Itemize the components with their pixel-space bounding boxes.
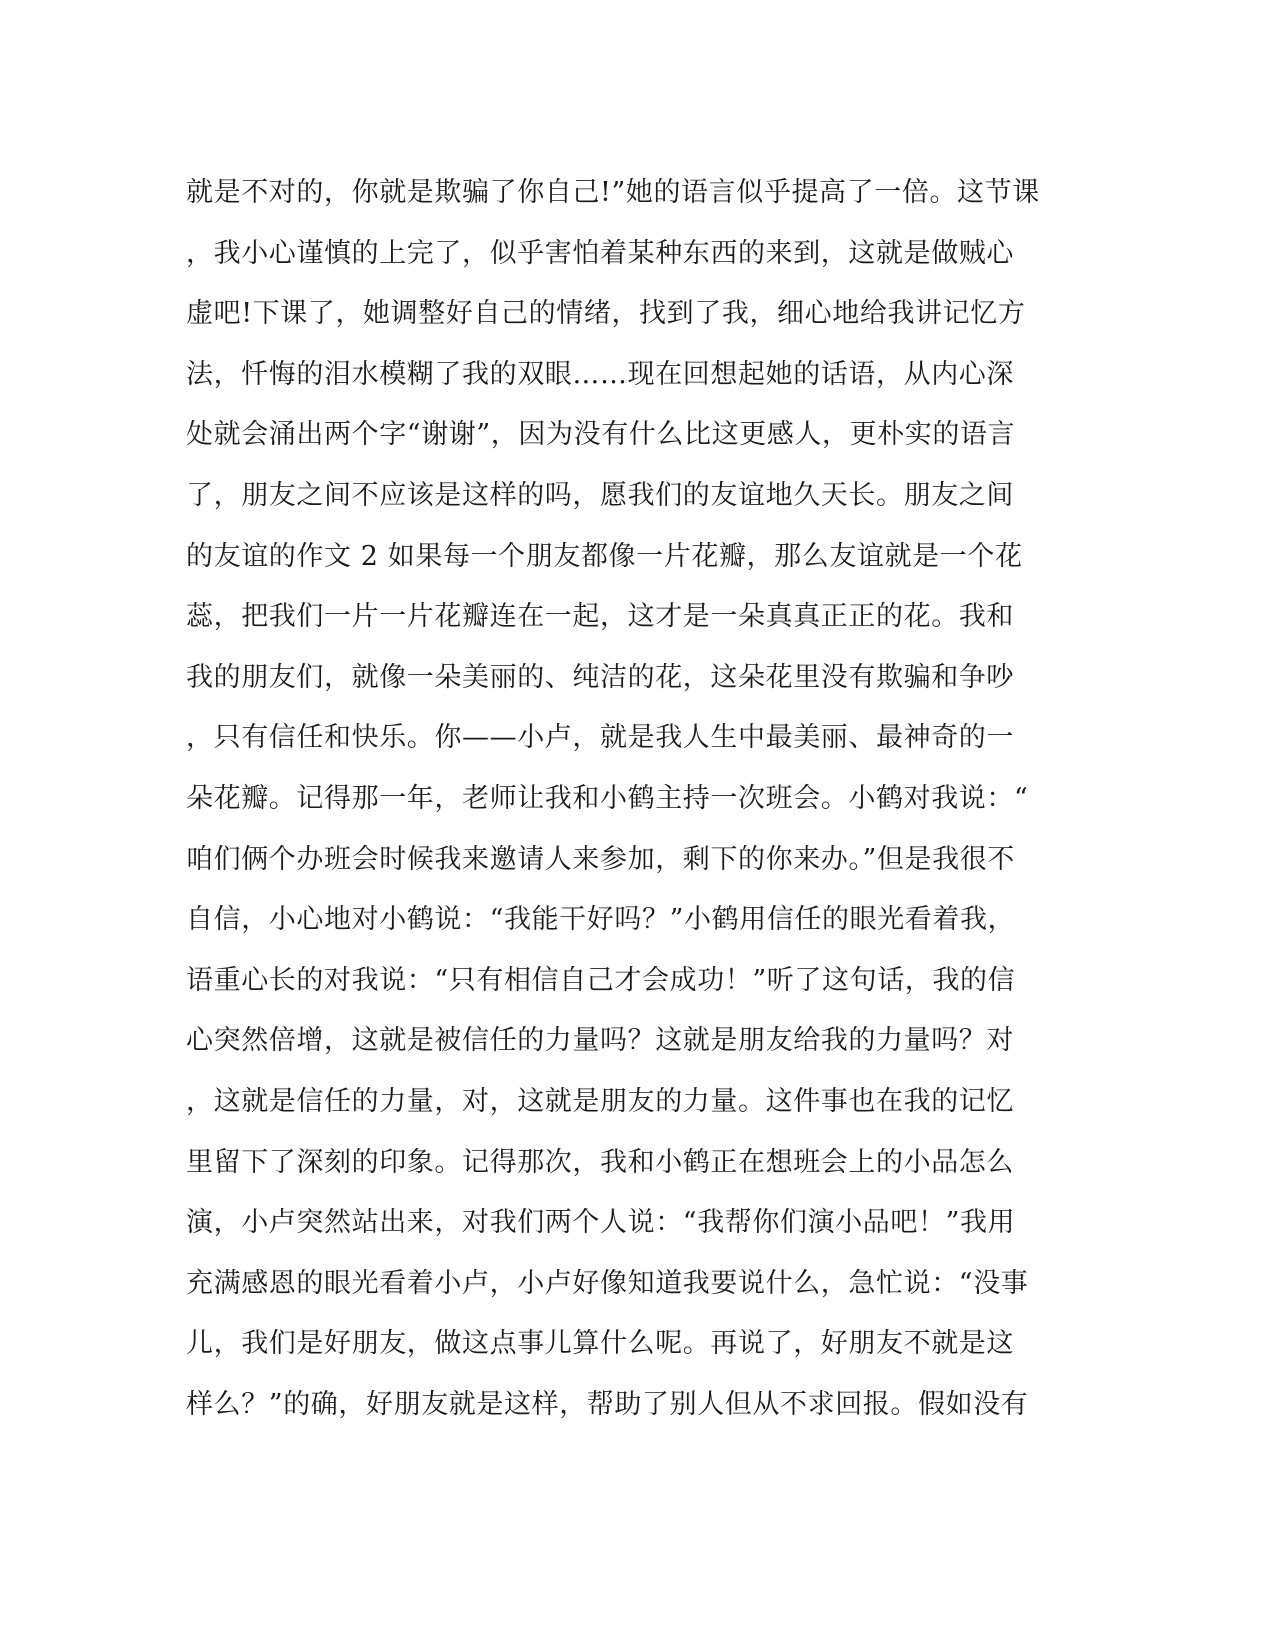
text-line: 自信，小心地对小鹤说：“我能干好吗？”小鹤用信任的眼光看着我， (186, 904, 1016, 936)
text-line: 朵花瓣。记得那一年，老师让我和小鹤主持一次班会。小鹤对我说：“ (186, 782, 1029, 814)
text-line: 语重心长的对我说：“只有相信自己才会成功！”听了这句话，我的信 (186, 964, 1016, 996)
text-line: ，这就是信任的力量，对，这就是朋友的力量。这件事也在我的记忆 (186, 1085, 1014, 1117)
text-line: 蕊，把我们一片一片花瓣连在一起，这才是一朵真真正正的花。我和 (186, 601, 1014, 633)
text-line: 就是不对的，你就是欺骗了你自己!”她的语言似乎提高了一倍。这节课 (186, 177, 1040, 208)
text-line: 心突然倍增，这就是被信任的力量吗？这就是朋友给我的力量吗？对 (186, 1025, 1014, 1057)
text-line: 里留下了深刻的印象。记得那次，我和小鹤正在想班会上的小品怎么 (186, 1146, 1014, 1178)
text-line: ，只有信任和快乐。你——小卢，就是我人生中最美丽、最神奇的一 (186, 722, 1014, 754)
text-line: ，我小心谨慎的上完了，似乎害怕着某种东西的来到，这就是做贼心 (186, 237, 1014, 269)
text-line: 演，小卢突然站出来，对我们两个人说：“我帮你们演小品吧！”我用 (186, 1207, 1016, 1239)
text-line: 样么？”的确，好朋友就是这样，帮助了别人但从不求回报。假如没有 (186, 1388, 1029, 1420)
text-line: 我的朋友们，就像一朵美丽的、纯洁的花，这朵花里没有欺骗和争吵 (186, 661, 1014, 693)
text-line: 充满感恩的眼光看着小卢，小卢好像知道我要说什么，急忙说：“没事 (186, 1267, 1029, 1299)
text-line: 儿，我们是好朋友，做这点事儿算什么呢。再说了，好朋友不就是这 (186, 1328, 1014, 1360)
text-line: 的友谊的作文 2 如果每一个朋友都像一片花瓣，那么友谊就是一个花 (186, 540, 1023, 572)
text-line: 法，忏悔的泪水模糊了我的双眼……现在回想起她的话语，从内心深 (186, 358, 1014, 390)
text-line: 虚吧!下课了，她调整好自己的情绪，找到了我，细心地给我讲记忆方 (186, 298, 1026, 330)
body-text (186, 163, 1086, 1435)
text-line: 处就会涌出两个字“谢谢”，因为没有什么比这更感人，更朴实的语言 (186, 419, 1016, 451)
text-line: 咱们俩个办班会时候我来邀请人来参加，剩下的你来办。”但是我很不 (186, 843, 1015, 875)
text-line: 了，朋友之间不应该是这样的吗，愿我们的友谊地久天长。朋友之间 (186, 479, 1014, 511)
